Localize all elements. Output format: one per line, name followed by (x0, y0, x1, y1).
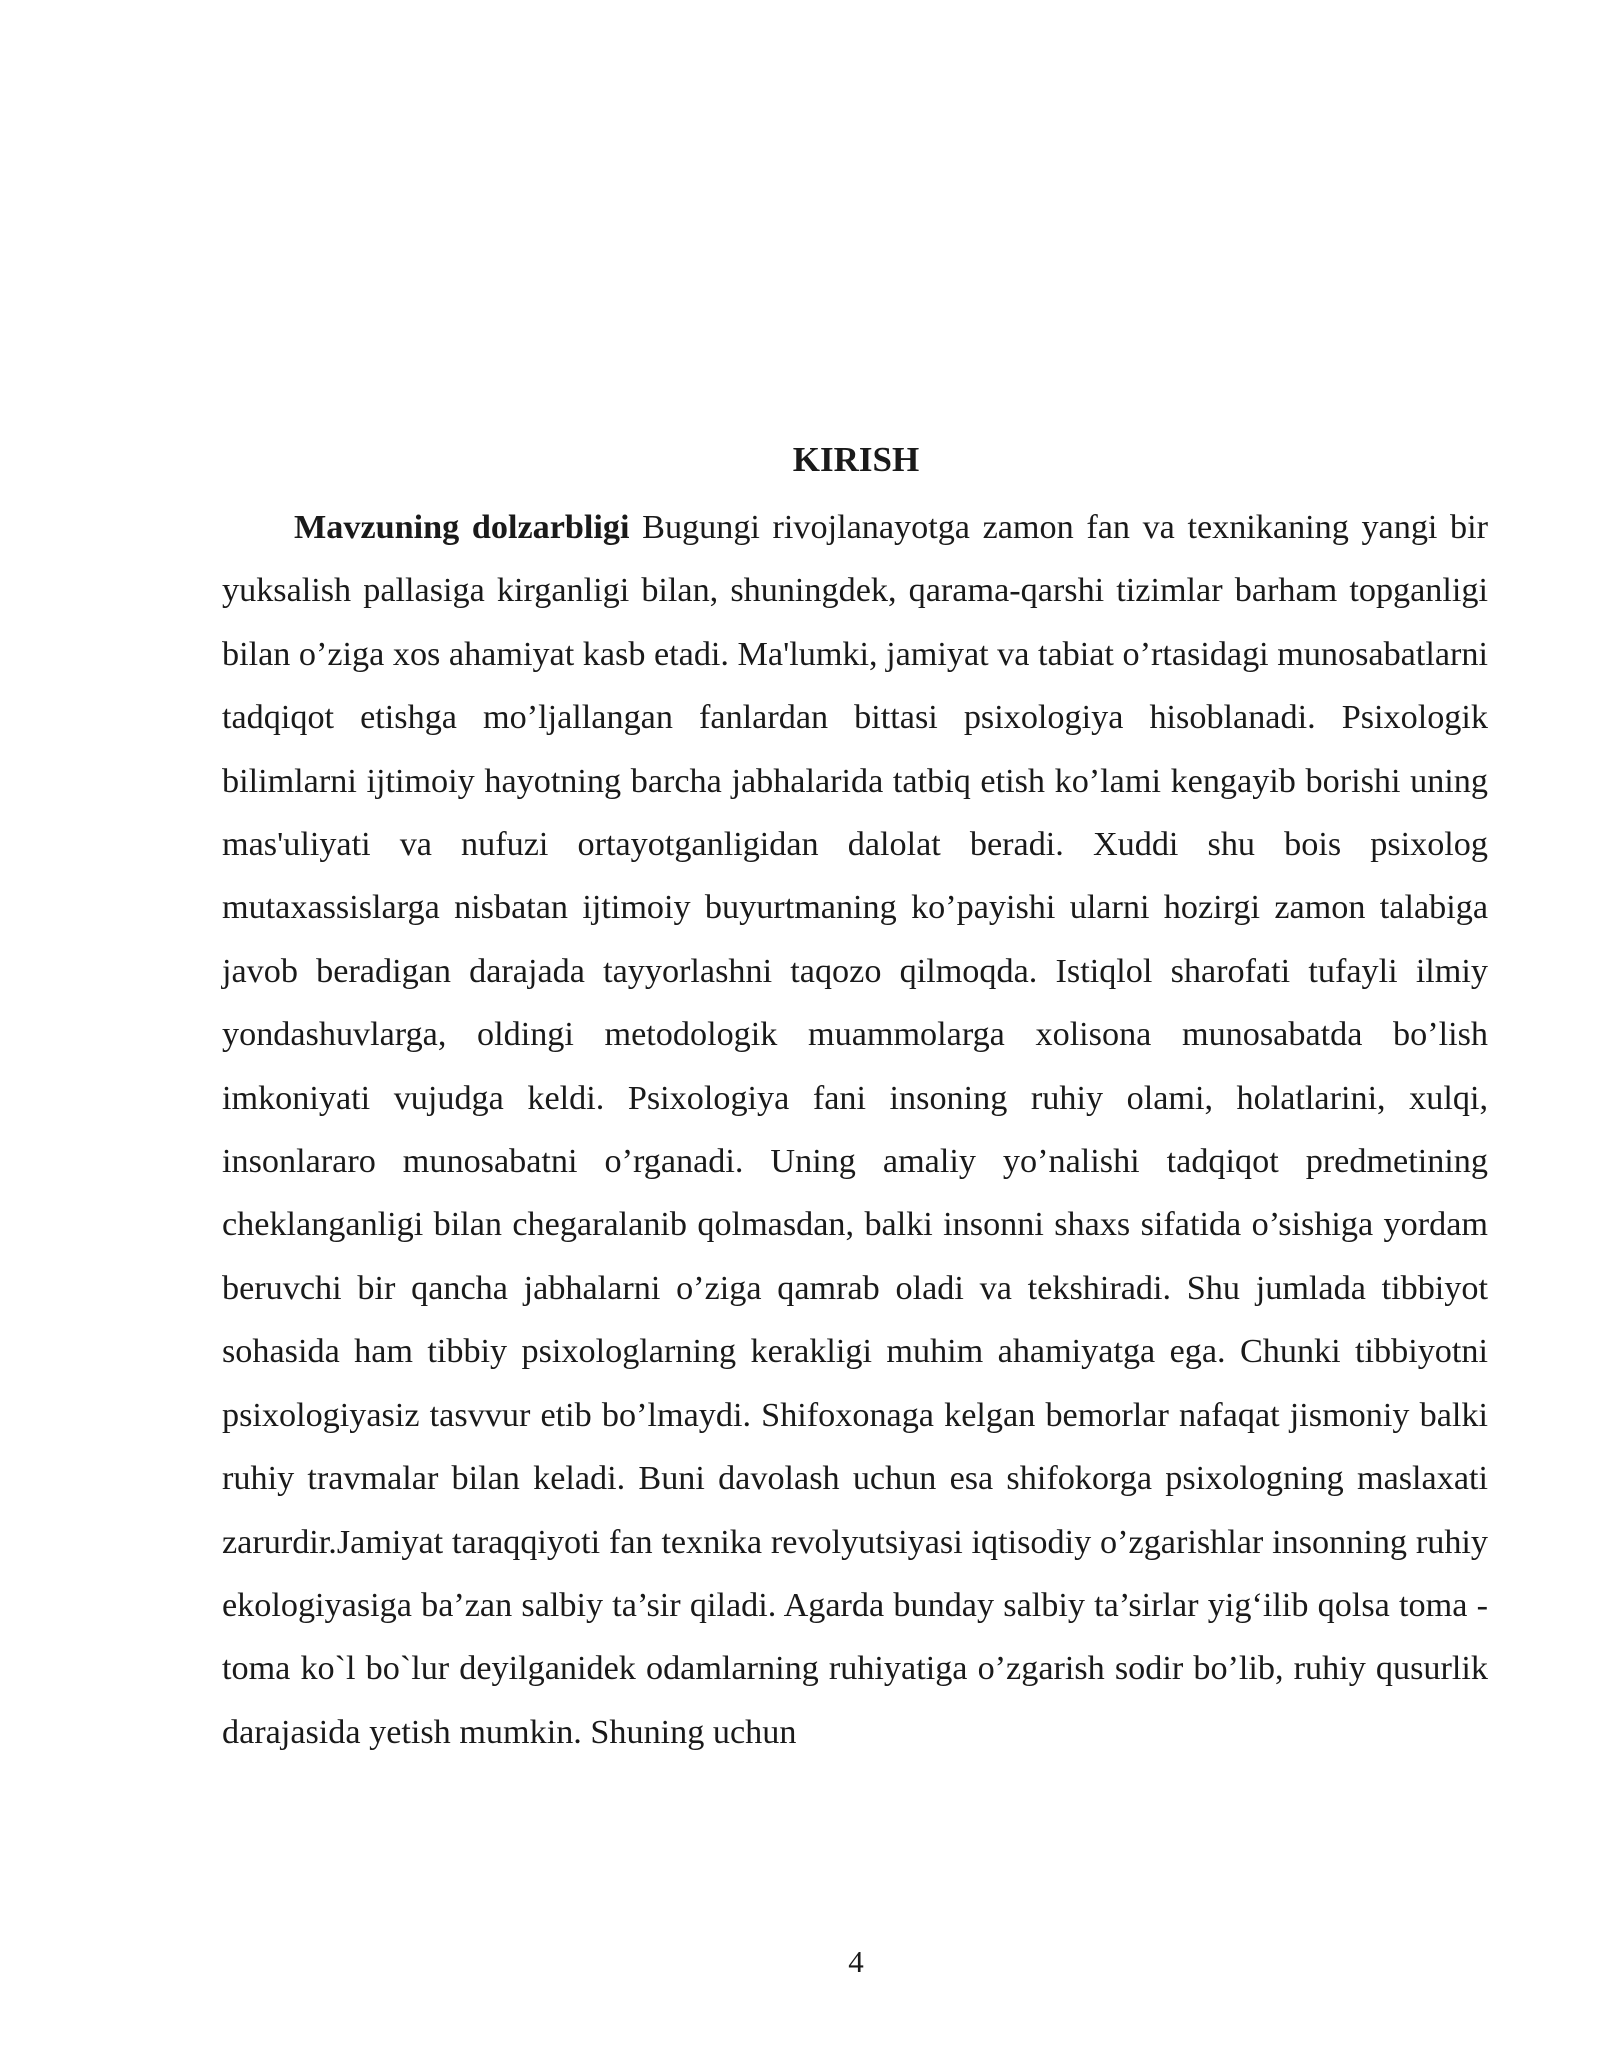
paragraph-text: Bugungi rivojlanayotga zamon fan va texnikaning yangi bir yuksalish pallasiga kirganligi bilan, shuningdek, qarama-qarshi tizimlar barham topganligi bilan o’ziga xos ahamiyat kasb etadi. Ma'lumki, jamiyat va tabiat o’rtasidagi munosabatlarni tadqiqot etishga mo’ljallangan fanlardan bittasi psixologiya hisoblanadi. Psixologik bilimlarni ijtimoiy hayotning barcha jabhalarida tatbiq etish ko’lami kengayib borishi uning mas'uliyati va nufuzi ortayotganligidan dalolat beradi. Xuddi shu bois psixolog mutaxassislarga nisbatan ijtimoiy buyurtmaning ko’payishi ularni hozirgi zamon talabiga javob beradigan darajada tayyorlashni taqozo qilmoqda. Istiqlol sharofati tufayli ilmiy yondashuvlarga, oldingi metodologik muammolarga xolisona munosabatda bo’lish imkoniyati vujudga keldi. Psixologiya fani insoning ruhiy olami, holatlarini, xulqi, insonlararo munosabatni o’rganadi. Uning amaliy yo’nalishi tadqiqot predmetining cheklanganligi bilan chegaralanib qolmasdan, balki insonni shaxs sifatida o’sishiga yordam beruvchi bir qancha jabhalarni o’ziga qamrab oladi va tekshiradi. Shu jumlada tibbiyot sohasida ham tibbiy psixologlarning kerakligi muhim ahamiyatga ega. Chunki tibbiyotni psixologiyasiz tasvvur etib bo’lmaydi. Shifoxonaga kelgan bemorlar nafaqat jismoniy balki ruhiy travmalar bilan keladi. Buni davolash uchun esa shifokorga psixologning maslaxati zarurdir.Jamiyat taraqqiyoti fan texnika revolyutsiyasi iqtisodiy o’zgarishlar insonning ruhiy ekologiyasiga ba’zan salbiy ta’sir qiladi. Agarda bunday salbiy ta’sirlar yig‘ilib qolsa toma - toma ko`l bo`lur deyilganidek odamlarning ruhiyatiga o’zgarish sodir bo’lib, ruhiy qusurlik darajasida yetish mumkin. Shuning uchun (222, 509, 1488, 1751)
page-number: 4 (848, 1944, 864, 1979)
body-paragraph (222, 496, 1488, 1764)
section-heading: KIRISH (792, 440, 920, 479)
paragraph-lead: Mavzuning dolzarbligi (294, 509, 630, 546)
